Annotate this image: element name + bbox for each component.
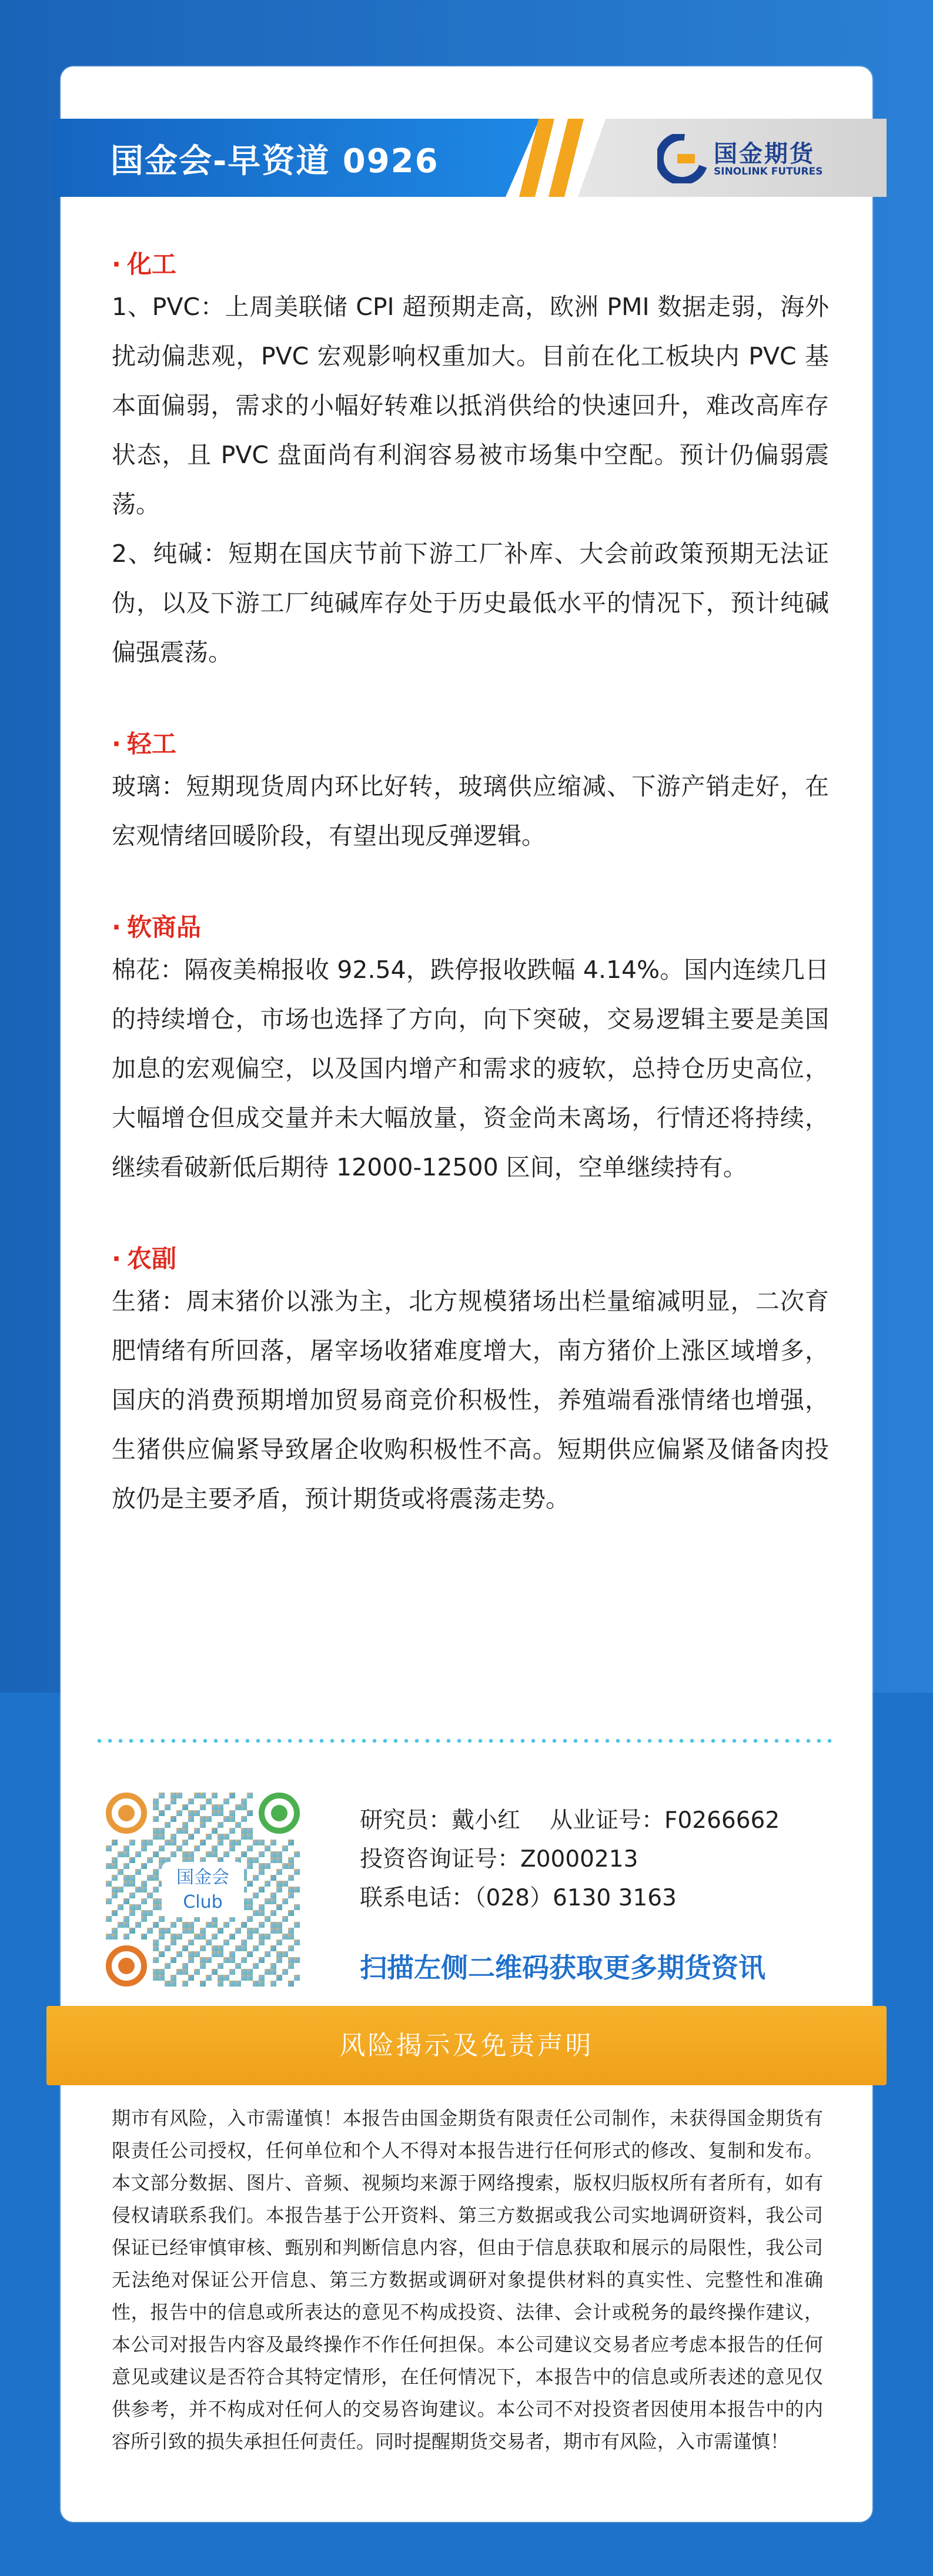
page-title: 国金会-早资道 0926 — [111, 142, 439, 180]
logo-chinese-text: 国金期货 — [714, 140, 815, 168]
researcher-name: 研究员：戴小红 — [360, 1807, 521, 1834]
section-title-chemicals — [112, 247, 829, 282]
sinolink-logo-icon — [657, 134, 707, 183]
paragraph-pvc: 1、PVC：上周美联储 CPI 超预期走高，欧洲 PMI 数据走弱，海外扰动偏悲观，PVC 宏观影响权重加大。目前在化工板块内 PVC 基本面偏弱，需求的小幅好转难以抵消供给的快速回升，难改高库存状态，且 PVC 盘面尚有利润容易被市场集中空配。预计仍偏弱震荡。 — [112, 293, 829, 518]
contact-info — [360, 1801, 860, 1918]
company-logo — [657, 129, 869, 188]
researcher-line — [360, 1801, 860, 1840]
section-bullet: · — [112, 729, 121, 758]
risk-banner — [46, 2006, 887, 2085]
report-content — [112, 247, 829, 1523]
section-title-text: 农副 — [126, 1244, 176, 1273]
scan-qr-prompt: 扫描左侧二维码获取更多期货资讯 — [360, 1952, 765, 1984]
section-bullet: · — [112, 1244, 121, 1273]
section-title-light-industry — [112, 726, 829, 762]
dotted-divider — [94, 1738, 835, 1743]
paragraph-hogs: 生猪：周末猪价以涨为主，北方规模猪场出栏量缩减明显，二次育肥情绪有所回落，屠宰场收猪难度增大，南方猪价上涨区域增多，国庆的消费预期增加贸易商竞价积极性，养殖端看涨情绪也增强，生猪供应偏紧导致屠企收购积极性不高。短期供应偏紧及储备肉投放仍是主要矛盾，预计期货或将震荡走势。 — [112, 1287, 829, 1513]
paragraph-glass: 玻璃：短期现货周内环比好转，玻璃供应缩减、下游产销走好，在宏观情绪回暖阶段，有望出现反弹逻辑。 — [112, 772, 829, 850]
paragraph-cotton: 棉花：隔夜美棉报收 92.54，跌停报收跌幅 4.14%。国内连续几日的持续增仓，市场也选择了方向，向下突破，交易逻辑主要是美国加息的宏观偏空，以及国内增产和需求的疲软，总持仓历史高位，大幅增仓但成交量并未大幅放量，资金尚未离场，行情还将持续，继续看破新低后期待 12000-12500 区间，空单继续持有。 — [112, 956, 829, 1181]
section-title-text: 化工 — [126, 250, 176, 279]
contact-phone[interactable]: 联系电话：（028）6130 3163 — [360, 1885, 677, 1911]
paragraph-soda-ash: 2、纯碱：短期在国庆节前下游工厂补库、大会前政策预期无法证伪，以及下游工厂纯碱库存处于历史最低水平的情况下，预计纯碱偏强震荡。 — [112, 540, 829, 666]
researcher-license: 从业证号：F0266662 — [550, 1807, 780, 1834]
section-title-text: 软商品 — [126, 913, 201, 942]
section-title-text: 轻工 — [126, 729, 176, 758]
qr-label-line: 国金会 — [176, 1867, 229, 1888]
section-title-soft-commodities — [112, 910, 829, 945]
risk-title: 风险揭示及免责声明 — [339, 2031, 594, 2061]
section-bullet: · — [112, 913, 121, 942]
logo-english-text: SINOLINK FUTURES — [714, 166, 823, 177]
section-title-agriculture — [112, 1241, 829, 1277]
header-banner — [52, 119, 887, 197]
qr-label-line: Club — [183, 1892, 223, 1912]
section-bullet: · — [112, 250, 121, 279]
advisory-license: 投资咨询证号：Z0000213 — [360, 1846, 638, 1872]
qr-club-label — [162, 1862, 244, 1917]
qr-code[interactable] — [106, 1793, 300, 1987]
banner-accent-stripe — [549, 119, 584, 197]
disclaimer-text: 期市有风险，入市需谨慎！本报告由国金期货有限责任公司制作，未获得国金期货有限责任公司授权，任何单位和个人不得对本报告进行任何形式的修改、复制和发布。本文部分数据、图片、音频、视频均来源于网络搜索，版权归版权所有者所有，如有侵权请联系我们。本报告基于公开资料、第三方数据或我公司实地调研资料，我公司保证已经审慎审核、甄别和判断信息内容，但由于信息获取和展示的局限性，我公司无法绝对保证公开信息、第三方数据或调研对象提供材料的真实性、完整性和准确性，报告中的信息或所表达的意见不构成投资、法律、会计或税务的最终操作建议，本公司对报告内容及最终操作不作任何担保。本公司建议交易者应考虑本报告的任何意见或建议是否符合其特定情形，在任何情况下，本报告中的信息或所表述的意见仅供参考，并不构成对任何人的交易咨询建议。本公司不对投资者因使用本报告中的内容所引致的损失承担任何责任。同时提醒期货交易者，期市有风险，入市需谨慎！ — [112, 2107, 823, 2453]
